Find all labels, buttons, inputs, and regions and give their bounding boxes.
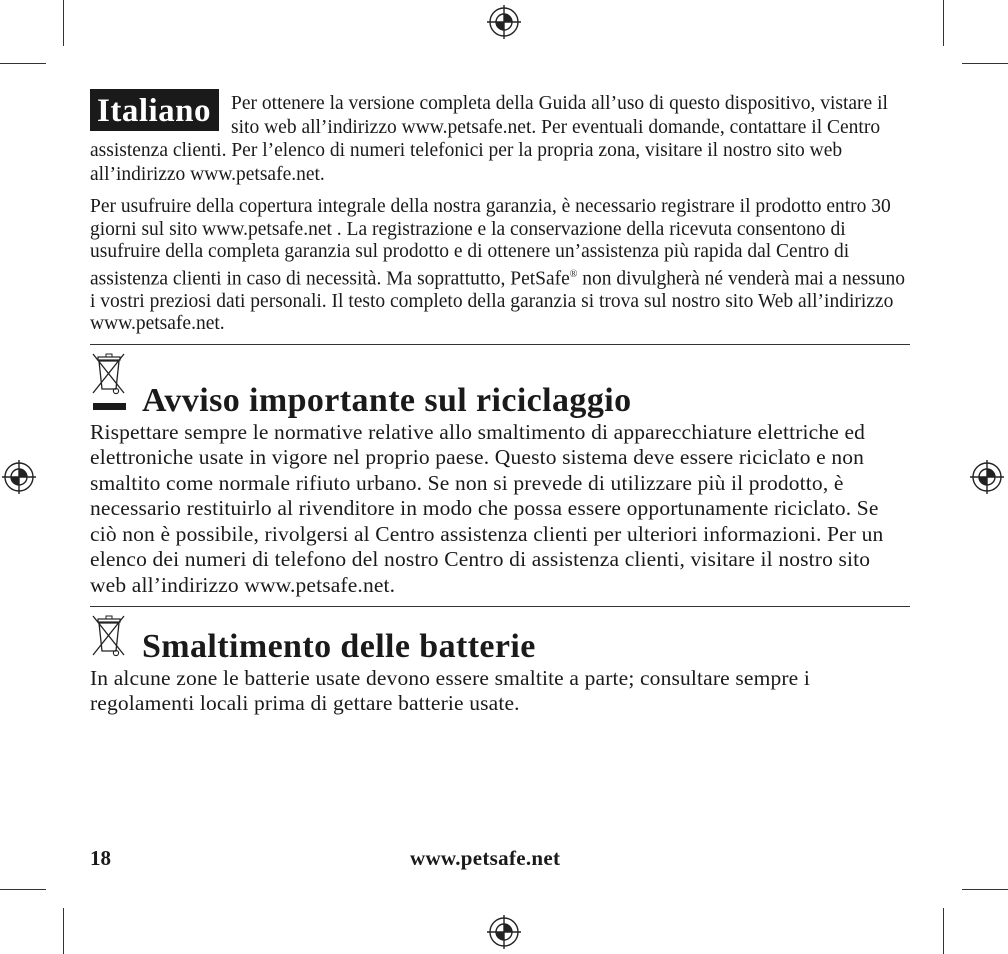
recycling-section-header bbox=[90, 351, 910, 418]
page-footer bbox=[90, 846, 910, 872]
registration-mark-icon bbox=[487, 915, 521, 949]
page-content bbox=[90, 88, 910, 717]
battery-section-header bbox=[90, 613, 910, 664]
crossed-out-wheelie-bin-icon bbox=[90, 613, 128, 664]
registration-mark-icon bbox=[2, 460, 36, 494]
warranty-text-part1: Per usufruire della copertura integrale della nostra garanzia, è necessario registrare il prodotto entro 30 giorni sul sito www.petsafe.net . La registrazione e la conservazione della ricevuta consentono di usufruire della completa garanzia sul prodotto e di ottenere un’assistenza più rapida dal Centro di assistenza clienti in caso di necessità. Ma soprattutto, PetSafe bbox=[90, 196, 891, 290]
recycling-body: Rispettare sempre le normative relative allo smaltimento di apparecchiature elettriche ed elettroniche usate in vigore nel proprio paese. Questo sistema deve essere riciclato e non smaltito come normale rifiuto urbano. Se non si prevede di utilizzare più il prodotto, è necessario restituirlo al rivenditore in modo che possa essere opportunamente riciclato. Se ciò non è possibile, rivolgersi al Centro assistenza clienti per ulteriori informazioni. Per un elenco dei numeri di telefono del nostro Centro di assistenza clienti, visitare il nostro sito web all’indirizzo www.petsafe.net. bbox=[90, 420, 884, 597]
crop-mark bbox=[962, 889, 1008, 890]
crossed-out-wheelie-bin-icon bbox=[90, 351, 128, 418]
recycling-title: Avviso importante sul riciclaggio bbox=[142, 382, 632, 420]
warranty-text-part2: non divulgherà né venderà mai a nessuno i vostri preziosi dati personali. Il testo completo della garanzia si trova sul nostro sito Web all’indirizzo www.petsafe.net. bbox=[90, 268, 906, 335]
intro-paragraph: Per ottenere la versione completa della Guida all’uso di questo dispositivo, vistare il sito web all’indirizzo www.petsafe.net. Per eventuali domande, contattare il Centro assistenza clienti. Per l’elenco di numeri telefonici per la propria zona, visitare il nostro sito web all’indirizzo www.petsafe.net. bbox=[90, 93, 888, 185]
section-divider bbox=[90, 606, 910, 607]
battery-title: Smaltimento delle batterie bbox=[142, 627, 536, 665]
language-badge: Italiano bbox=[90, 89, 219, 131]
crop-mark bbox=[943, 908, 944, 954]
crop-mark bbox=[962, 63, 1008, 64]
page-number: 18 bbox=[90, 846, 111, 870]
crop-mark bbox=[63, 908, 64, 954]
footer-url: www.petsafe.net bbox=[410, 846, 561, 870]
crop-mark bbox=[0, 889, 46, 890]
crop-mark bbox=[943, 0, 944, 46]
registered-mark: ® bbox=[569, 268, 578, 280]
warranty-paragraph bbox=[90, 196, 910, 336]
registration-mark-icon bbox=[487, 5, 521, 39]
registration-mark-icon bbox=[970, 460, 1004, 494]
section-divider bbox=[90, 344, 910, 345]
crop-mark bbox=[63, 0, 64, 46]
battery-body: In alcune zone le batterie usate devono essere smaltite a parte; consultare sempre i regolamenti locali prima di gettare batterie usate. bbox=[90, 665, 810, 716]
crop-mark bbox=[0, 63, 46, 64]
